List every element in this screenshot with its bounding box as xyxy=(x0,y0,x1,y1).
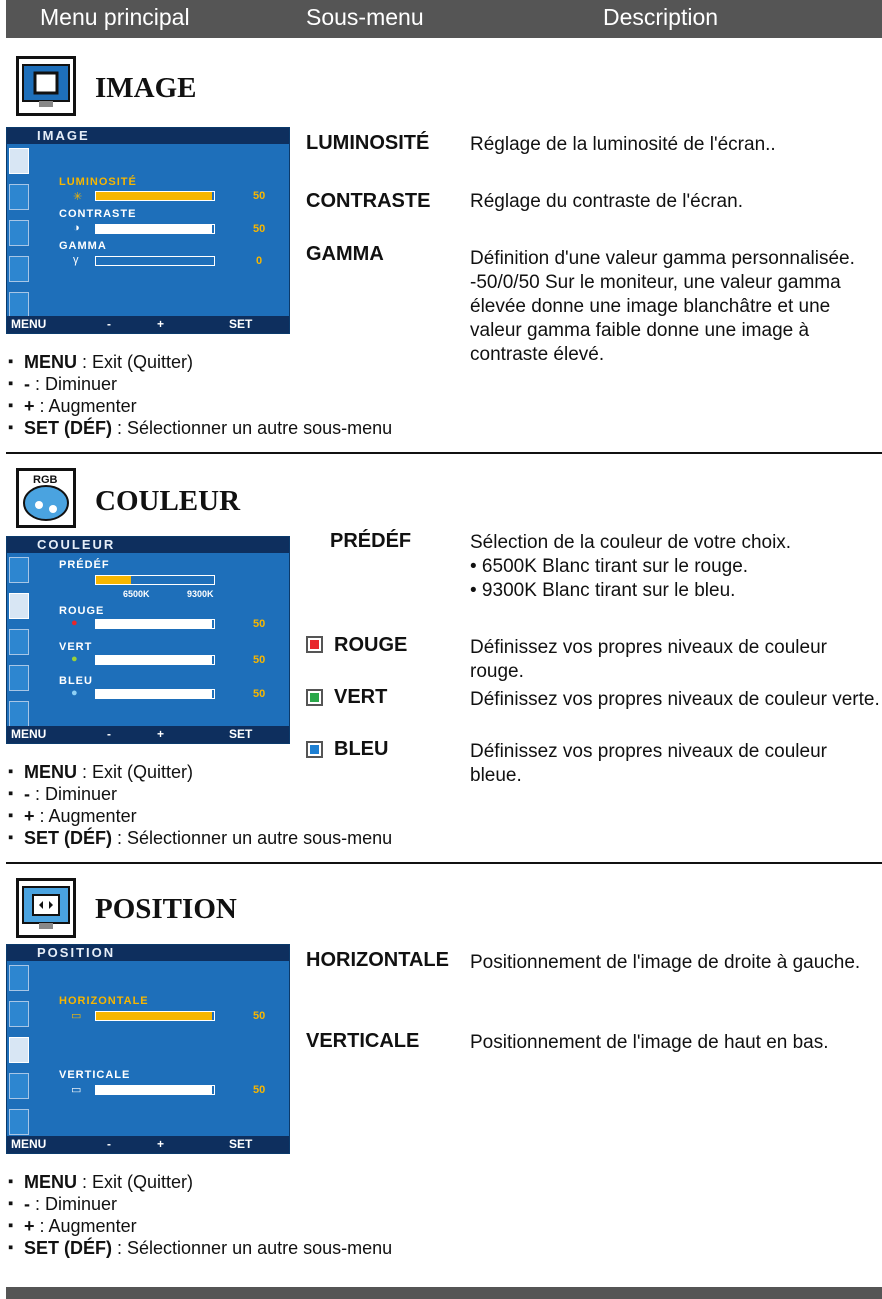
osd-value-horizontale: 50 xyxy=(253,1010,266,1022)
osd-value-contraste: 50 xyxy=(253,223,266,235)
legend-item: ▪ SET (DÉF) : Sélectionner un autre sous-menu xyxy=(6,417,392,439)
osd-label-vert: VERT xyxy=(59,641,93,653)
gamma-icon: γ xyxy=(73,254,79,266)
header-description: Description xyxy=(603,4,719,30)
osd-bar-bleu xyxy=(95,689,215,699)
osd-menu-label: MENU xyxy=(11,727,47,741)
legend-item: ▪ MENU : Exit (Quitter) xyxy=(6,351,392,373)
legend-item: ▪ MENU : Exit (Quitter) xyxy=(6,1171,392,1193)
osd-tab-tracking-icon xyxy=(9,1073,29,1099)
legend-item: ▪ + : Augmenter xyxy=(6,395,392,417)
osd-tab-image-icon xyxy=(9,148,29,174)
osd-tab-setup-icon xyxy=(9,1109,29,1135)
header-menu-principal: Menu principal xyxy=(40,4,190,30)
osd-tab-position-icon xyxy=(9,629,29,655)
osd-tab-position-icon xyxy=(9,220,29,246)
osd-value-vert: 50 xyxy=(253,654,266,666)
osd-bar-gamma xyxy=(95,256,215,266)
section-title-couleur: COULEUR xyxy=(95,485,241,517)
osd-value-verticale: 50 xyxy=(253,1084,266,1096)
desc-bleu: Définissez vos propres niveaux de couleur bleue. xyxy=(470,741,827,786)
osd-bottom-bar xyxy=(7,1136,289,1153)
osd-tab-color-icon xyxy=(9,1001,29,1027)
osd-tick-9300: 9300K xyxy=(187,589,214,599)
osd-set-label: SET xyxy=(229,1137,253,1151)
desc-predef xyxy=(470,531,882,603)
legend-item: ▪ SET (DÉF) : Sélectionner un autre sous-menu xyxy=(6,1237,392,1259)
green-dot-icon: ● xyxy=(71,653,78,665)
osd-tab-tracking-icon xyxy=(9,256,29,282)
osd-set-label: SET xyxy=(229,317,253,331)
osd-bar-predef xyxy=(95,575,215,585)
osd-bottom-bar xyxy=(7,316,289,333)
osd-tab-tracking-icon xyxy=(9,665,29,691)
desc-predef-line: • 6500K Blanc tirant sur le rouge. xyxy=(470,556,749,577)
red-square-icon xyxy=(306,636,323,653)
osd-bar-horizontale xyxy=(95,1011,215,1021)
osd-tab-setup-icon xyxy=(9,701,29,727)
green-square-icon xyxy=(306,689,323,706)
osd-title: POSITION xyxy=(7,945,289,961)
osd-label-gamma: GAMMA xyxy=(59,240,107,252)
table-header xyxy=(6,0,882,38)
osd-sidebar xyxy=(9,555,33,737)
divider xyxy=(6,452,882,454)
osd-minus-label: - xyxy=(107,727,111,741)
rgb-label: RGB xyxy=(33,474,58,486)
item-predef: PRÉDÉF xyxy=(330,530,412,552)
sun-icon: ✳ xyxy=(73,191,83,203)
desc-contraste: Réglage du contraste de l'écran. xyxy=(470,191,743,212)
desc-predef-line: • 9300K Blanc tirant sur le bleu. xyxy=(470,580,736,601)
osd-bar-verticale xyxy=(95,1085,215,1095)
osd-bottom-bar xyxy=(7,726,289,743)
osd-menu-label: MENU xyxy=(11,1137,47,1151)
osd-menu-label: MENU xyxy=(11,317,47,331)
item-gamma: GAMMA xyxy=(306,243,384,265)
legend-list xyxy=(6,351,392,439)
section-title-image: IMAGE xyxy=(95,72,197,104)
osd-tab-position-icon xyxy=(9,1037,29,1063)
legend-list xyxy=(6,1171,392,1259)
osd-label-luminosite: LUMINOSITÉ xyxy=(59,176,137,188)
legend-list xyxy=(6,761,392,849)
legend-item: ▪ - : Diminuer xyxy=(6,373,392,395)
desc-luminosite: Réglage de la luminosité de l'écran.. xyxy=(470,134,776,155)
item-bleu: BLEU xyxy=(334,738,389,760)
osd-plus-label: + xyxy=(157,1137,165,1151)
osd-bar-rouge xyxy=(95,619,215,629)
osd-title: IMAGE xyxy=(7,128,289,144)
legend-item: ▪ + : Augmenter xyxy=(6,805,392,827)
item-verticale: VERTICALE xyxy=(306,1030,420,1052)
section-title-position: POSITION xyxy=(95,893,237,925)
osd-title: COULEUR xyxy=(7,537,289,553)
divider xyxy=(6,862,882,864)
osd-value-gamma: 0 xyxy=(256,255,263,267)
osd-sidebar xyxy=(9,963,33,1145)
osd-bar-vert xyxy=(95,655,215,665)
red-dot-icon: ● xyxy=(71,617,78,629)
vertical-icon: ▭ xyxy=(71,1084,82,1096)
osd-minus-label: - xyxy=(107,1137,111,1151)
osd-couleur-menu xyxy=(6,536,290,744)
position-monitor-icon xyxy=(16,878,76,938)
osd-tab-image-icon xyxy=(9,965,29,991)
osd-position-menu xyxy=(6,944,290,1154)
blue-square-icon xyxy=(306,741,323,758)
rgb-palette-icon xyxy=(16,468,76,528)
legend-item: ▪ + : Augmenter xyxy=(6,1215,392,1237)
desc-horizontale: Positionnement de l'image de droite à gauche. xyxy=(470,952,861,973)
osd-tab-color-icon xyxy=(9,184,29,210)
osd-plus-label: + xyxy=(157,317,165,331)
osd-minus-label: - xyxy=(107,317,111,331)
osd-value-rouge: 50 xyxy=(253,618,266,630)
desc-predef-line: Sélection de la couleur de votre choix. xyxy=(470,532,792,553)
osd-tab-color-icon xyxy=(9,593,29,619)
item-luminosite: LUMINOSITÉ xyxy=(306,132,430,154)
desc-rouge: Définissez vos propres niveaux de couleur rouge. xyxy=(470,637,827,682)
osd-set-label: SET xyxy=(229,727,253,741)
osd-label-predef: PRÉDÉF xyxy=(59,559,110,571)
osd-bar-contraste xyxy=(95,224,215,234)
item-vert: VERT xyxy=(334,686,388,708)
legend-item: ▪ MENU : Exit (Quitter) xyxy=(6,761,392,783)
item-horizontale: HORIZONTALE xyxy=(306,949,449,971)
legend-item: ▪ - : Diminuer xyxy=(6,783,392,805)
footer-bar xyxy=(6,1287,882,1299)
osd-label-rouge: ROUGE xyxy=(59,605,105,617)
osd-tab-image-icon xyxy=(9,557,29,583)
osd-bar-luminosite xyxy=(95,191,215,201)
header-sous-menu: Sous-menu xyxy=(306,4,424,30)
desc-vert: Définissez vos propres niveaux de couleur verte. xyxy=(470,689,880,710)
item-contraste: CONTRASTE xyxy=(306,190,431,212)
legend-item: ▪ SET (DÉF) : Sélectionner un autre sous-menu xyxy=(6,827,392,849)
osd-value-bleu: 50 xyxy=(253,688,266,700)
osd-sidebar xyxy=(9,146,33,328)
desc-verticale: Positionnement de l'image de haut en bas. xyxy=(470,1032,829,1053)
osd-tab-setup-icon xyxy=(9,292,29,318)
osd-label-horizontale: HORIZONTALE xyxy=(59,995,149,1007)
osd-image-menu xyxy=(6,127,290,334)
osd-value-luminosite: 50 xyxy=(253,190,266,202)
osd-plus-label: + xyxy=(157,727,165,741)
osd-label-contraste: CONTRASTE xyxy=(59,208,137,220)
osd-label-verticale: VERTICALE xyxy=(59,1069,131,1081)
horizontal-icon: ▭ xyxy=(71,1010,82,1022)
osd-label-bleu: BLEU xyxy=(59,675,93,687)
item-rouge: ROUGE xyxy=(334,634,408,656)
legend-item: ▪ - : Diminuer xyxy=(6,1193,392,1215)
contrast-icon: ◑ xyxy=(73,222,80,234)
desc-gamma: Définition d'une valeur gamma personnalisée. -50/0/50 Sur le moniteur, une valeur gamma élevée donne une image blanchâtre et une valeur gamma faible donne une image à contraste élevé. xyxy=(470,248,855,365)
osd-tick-6500: 6500K xyxy=(123,589,150,599)
blue-dot-icon: ● xyxy=(71,687,78,699)
monitor-icon xyxy=(16,56,76,116)
